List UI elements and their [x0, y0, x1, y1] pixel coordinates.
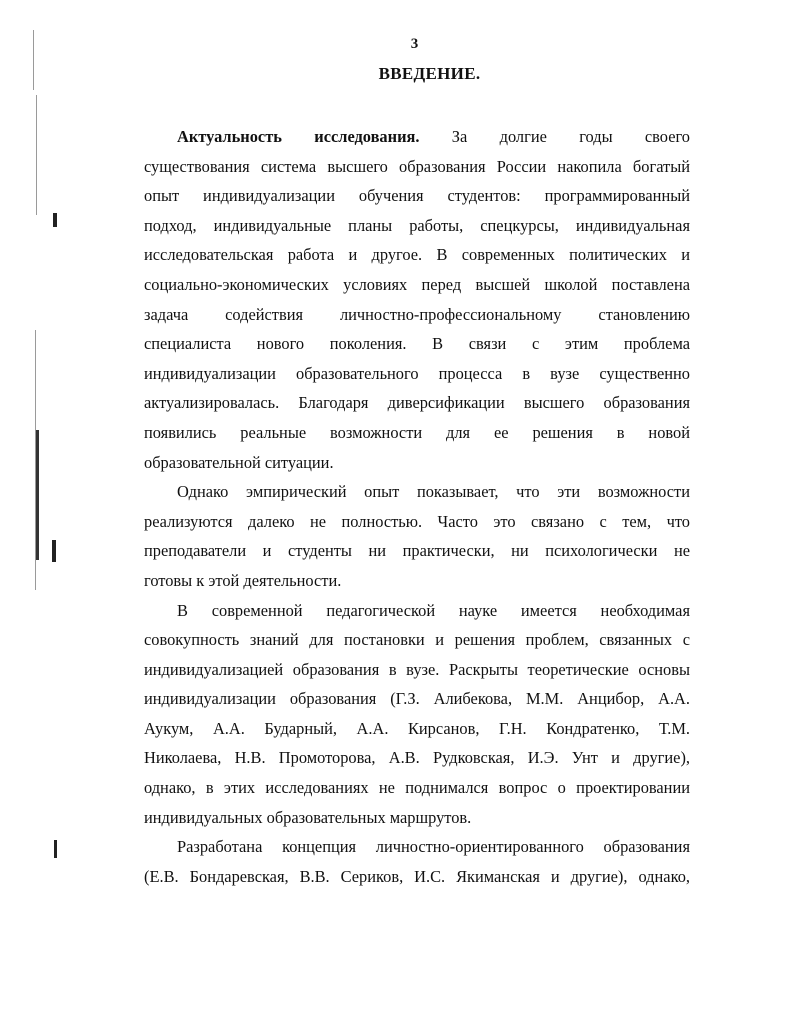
page-title: ВВЕДЕНИЕ. — [378, 64, 481, 83]
text-line — [144, 240, 690, 270]
scan-artifact-mark — [54, 840, 57, 858]
text-line — [144, 300, 690, 330]
text-line — [144, 181, 690, 211]
text-line — [144, 803, 690, 833]
text-line — [144, 773, 690, 803]
text-line — [144, 418, 690, 448]
line-text: существования система высшего образования России накопила богатый — [144, 156, 690, 176]
body-text — [144, 122, 690, 891]
line-text: социально-экономических условиях перед высшей школой поставлена — [144, 274, 690, 294]
line-text: исследовательская работа и другое. В современных политических и — [144, 245, 690, 265]
text-line — [144, 388, 690, 418]
scan-artifact-mark — [52, 540, 56, 562]
text-line — [144, 329, 690, 359]
text-line — [144, 714, 690, 744]
line-text: индивидуализацией образования в вузе. Раскрыты теоретические основы — [144, 659, 690, 679]
text-line — [144, 477, 690, 507]
line-text: подход, индивидуальные планы работы, спецкурсы, индивидуальная — [144, 215, 690, 235]
line-text: реализуются далеко не полностью. Часто это связано с тем, что — [144, 511, 690, 531]
text-line — [144, 507, 690, 537]
text-line — [144, 862, 690, 892]
line-text: (Е.В. Бондаревская, В.В. Сериков, И.С. Якиманская и другие), однако, — [144, 866, 690, 886]
text-line — [144, 270, 690, 300]
text-line — [144, 359, 690, 389]
text-line — [144, 832, 690, 862]
line-text: Николаева, Н.В. Промоторова, А.В. Рудковская, И.Э. Унт и другие), — [144, 748, 690, 768]
line-text: образовательной ситуации. — [144, 452, 334, 472]
line-text: индивидуализации образовательного процесса в вузе существенно — [144, 363, 690, 383]
line-text: индивидуализации образования (Г.З. Алибекова, М.М. Анцибор, А.А. — [144, 689, 690, 709]
text-line — [144, 448, 690, 478]
text-line — [144, 655, 690, 685]
line-text: появились реальные возможности для ее решения в новой — [144, 422, 690, 442]
line-text: Однако эмпирический опыт показывает, что эти возможности — [177, 482, 690, 502]
text-line — [144, 152, 690, 182]
line-text: опыт индивидуализации обучения студентов: программированный — [144, 186, 690, 206]
text-line — [144, 536, 690, 566]
line-text: специалиста нового поколения. В связи с этим проблема — [144, 334, 690, 354]
line-text: готовы к этой деятельности. — [144, 570, 342, 590]
line-text: Аукум, А.А. Бударный, А.А. Кирсанов, Г.Н. Кондратенко, Т.М. — [144, 718, 690, 738]
text-line — [144, 122, 690, 152]
line-text: совокупность знаний для постановки и решения проблем, связанных с — [144, 630, 690, 650]
line-text: Разработана концепция личностно-ориентированного образования — [177, 837, 690, 857]
page-number: 3 — [410, 36, 419, 52]
line-text: преподаватели и студенты ни практически, ни психологически не — [144, 541, 690, 561]
line-text: индивидуальных образовательных маршрутов. — [144, 807, 472, 827]
line-text: задача содействия личностно-профессиональному становлению — [144, 304, 690, 324]
section-lead: Актуальность исследования. — [177, 127, 420, 146]
text-line — [144, 211, 690, 241]
scan-artifact-mark — [53, 213, 57, 227]
scan-edge-line — [36, 95, 37, 215]
line-text: За долгие годы своего — [419, 127, 690, 146]
scan-edge-line — [33, 30, 34, 90]
line-text: однако, в этих исследованиях не поднимался вопрос о проектировании — [144, 778, 690, 798]
text-line — [144, 596, 690, 626]
scan-artifact-mark — [36, 430, 39, 560]
text-line — [144, 743, 690, 773]
text-line — [144, 625, 690, 655]
text-line — [144, 566, 690, 596]
line-text: актуализировалась. Благодаря диверсификации высшего образования — [144, 393, 690, 413]
line-text: В современной педагогической науке имеется необходимая — [177, 600, 690, 620]
text-line — [144, 684, 690, 714]
